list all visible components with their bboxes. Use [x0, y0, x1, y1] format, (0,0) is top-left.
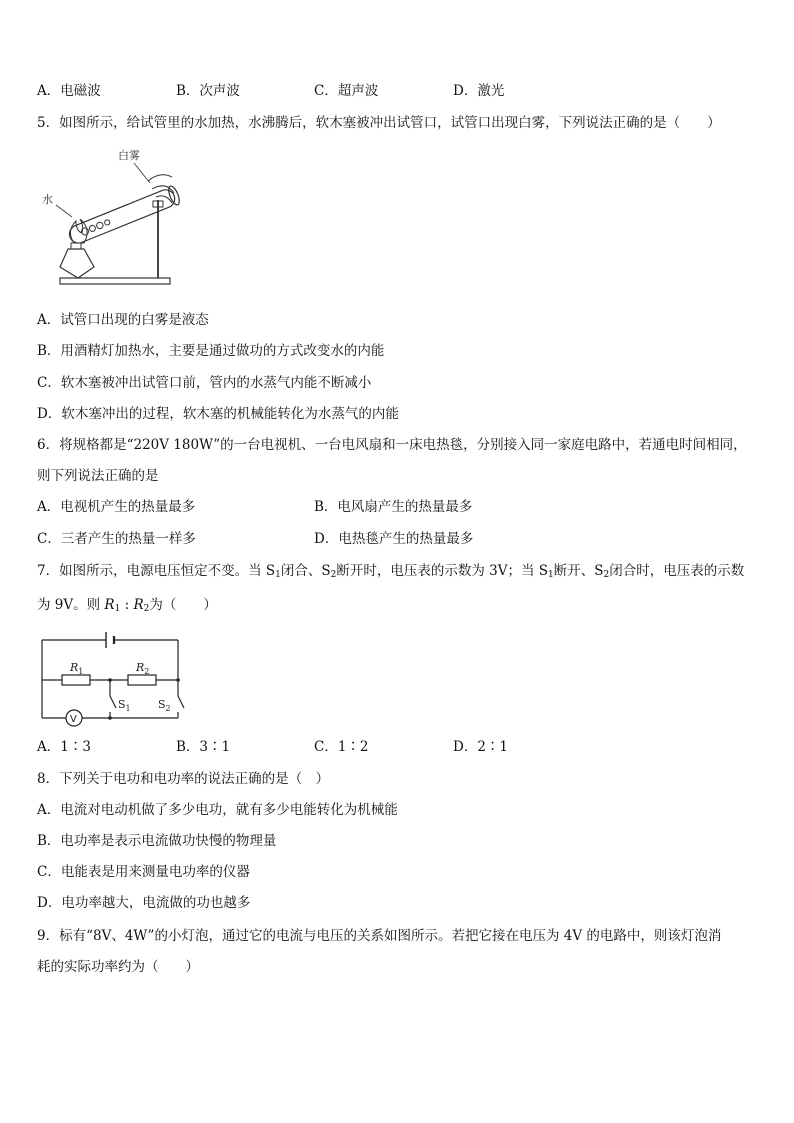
resistor-r1 — [62, 675, 90, 685]
q9-stem-line2: 耗的实际功率约为（ ） — [37, 959, 199, 975]
q7-option-b: B．3∶1 — [176, 739, 231, 755]
q5-stem: 5．如图所示，给试管里的水加热，水沸腾后，软木塞被冲出试管口，试管口出现白雾，下列说法正确的是（ ） — [37, 115, 721, 131]
test-tube — [66, 185, 181, 247]
water-label: 水 — [42, 193, 53, 206]
flame — [70, 219, 87, 243]
q5-option-a: A．试管口出现的白雾是液态 — [37, 312, 209, 328]
svg-text:R1: $R_1$ — [70, 661, 84, 676]
q6-option-c: C．三者产生的热量一样多 — [37, 531, 196, 547]
q6-stem-line2: 则下列说法正确的是 — [37, 468, 159, 484]
q6-option-d: D．电热毯产生的热量最多 — [314, 531, 474, 547]
q4-option-c: C．超声波 — [314, 83, 379, 99]
switch-s1 — [110, 696, 116, 708]
resistor-r2 — [128, 675, 156, 685]
svg-text:S1: $S_1$ — [118, 698, 131, 713]
q8-stem: 8．下列关于电功和电功率的说法正确的是（ ） — [37, 771, 330, 787]
q8-option-c: C．电能表是用来测量电功率的仪器 — [37, 864, 250, 880]
q6-option-b: B．电风扇产生的热量最多 — [314, 499, 473, 515]
circuit-diagram — [38, 628, 188, 730]
q7-stem-line2: 为 9V。则 $R_1$ : $R_2$为（ ） — [37, 597, 217, 614]
switch-s2 — [178, 696, 184, 708]
q7-option-a: A．1∶3 — [37, 739, 91, 755]
q6-option-a: A．电视机产生的热量最多 — [37, 499, 196, 515]
q4-option-d: D．激光 — [453, 83, 505, 99]
q9-stem-line1: 9．标有“8V、4W”的小灯泡，通过它的电流与电压的关系如图所示。若把它接在电压为 4V 的电路中，则该灯泡消 — [37, 928, 722, 944]
q7-option-d: D．2∶1 — [453, 739, 509, 755]
svg-text:S2: $S_2$ — [158, 698, 171, 713]
stand-base — [60, 278, 170, 284]
q5-option-b: B．用酒精灯加热水，主要是通过做功的方式改变水的内能 — [37, 343, 385, 359]
svg-text:V: V — [70, 714, 77, 725]
q8-option-a: A．电流对电动机做了多少电功，就有多少电能转化为机械能 — [37, 802, 398, 818]
q4-option-b: B．次声波 — [176, 83, 240, 99]
test-tube-figure — [38, 145, 198, 297]
alcohol-lamp — [60, 249, 94, 278]
mist-label: 白雾 — [118, 149, 140, 162]
q5-option-d: D．软木塞冲出的过程，软木塞的机械能转化为水蒸气的内能 — [37, 406, 399, 422]
q8-option-d: D．电功率越大，电流做的功也越多 — [37, 895, 251, 911]
q4-option-a: A．电磁波 — [37, 83, 101, 99]
q8-option-b: B．电功率是表示电流做功快慢的物理量 — [37, 833, 277, 849]
svg-text:R2: $R_2$ — [136, 661, 150, 676]
q5-option-c: C．软木塞被冲出试管口前，管内的水蒸气内能不断减小 — [37, 375, 372, 391]
q7-option-c: C．1∶2 — [314, 739, 369, 755]
q6-stem-line1: 6．将规格都是“220V 180W”的一台电视机、一台电风扇和一床电热毯，分别接入同一家庭电路中，若通电时间相同， — [37, 437, 747, 453]
q7-stem-line1: 7．如图所示，电源电压恒定不变。当 $S_1$闭合、$S_2$断开时，电压表的示数为 3V；当 $S_1$断开、$S_2$闭合时，电压表的示数 — [37, 563, 745, 580]
